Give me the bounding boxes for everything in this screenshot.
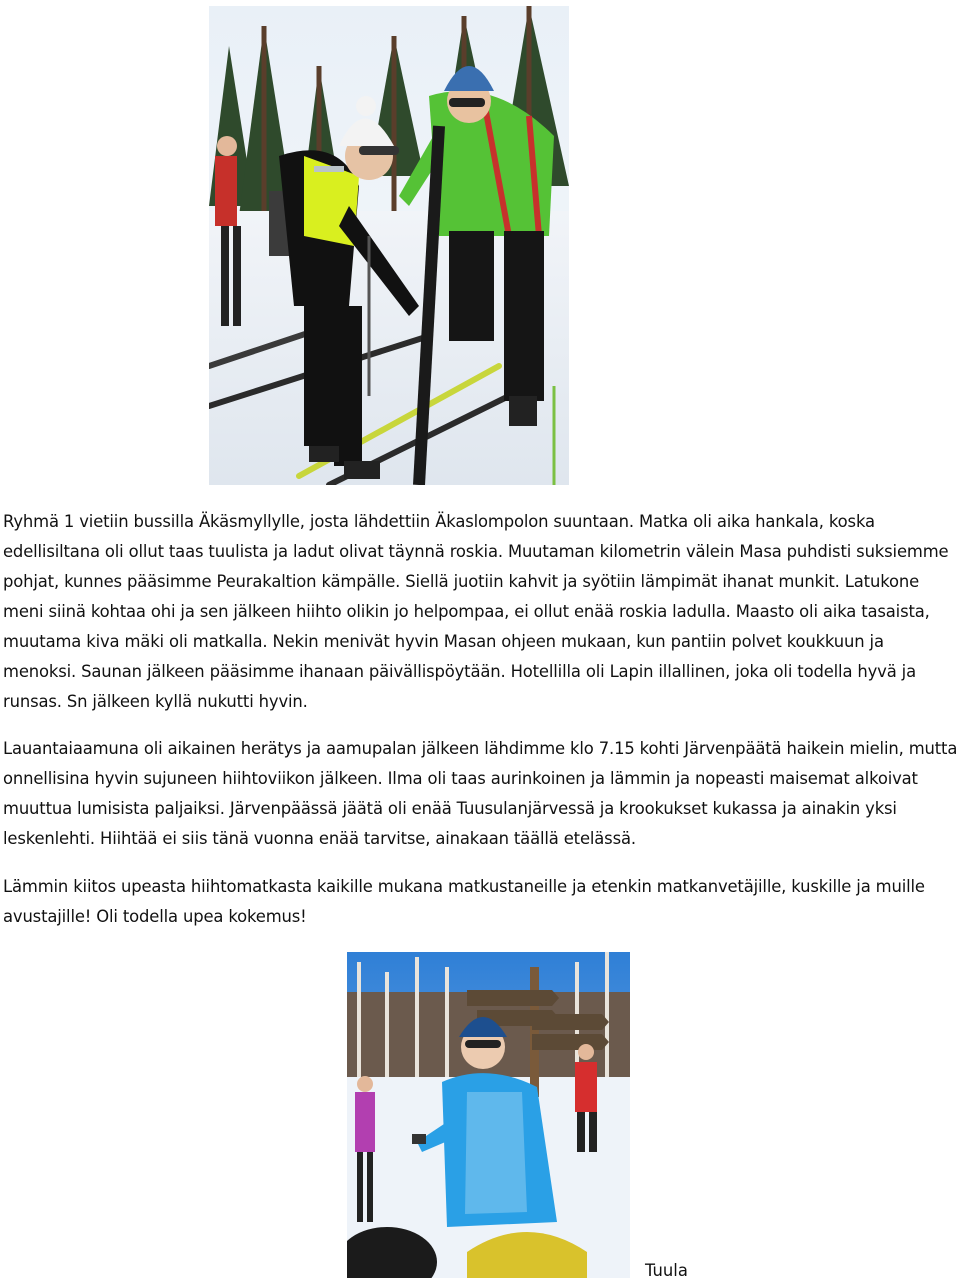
- paragraph-thanks: Lämmin kiitos upeasta hiihtomatkasta kaikille mukana matkustaneille ja etenkin matkanvetäjille, kuskille ja muille avustajille! Oli todella upea kokemus!: [3, 877, 925, 926]
- paragraph-return-trip: Lauantaiaamuna oli aikainen herätys ja aamupalan jälkeen lähdimme klo 7.15 kohti Järvenpäätä haikein mielin, mutta onnellisina hyvin sujuneen hiihtoviikon jälkeen. Ilma oli taas aurinkoinen ja lämmin ja nopeasti maisemat alkoivat muuttua lumisista paljaiksi. Järvenpäässä jäätä oli enää Tuusulanjärvessä ja krookukset kukassa ja ainakin yksi leskenlehti. Hiihtää ei siis tänä vuonna enää tarvitse, ainakaan täällä etelässä.: [3, 739, 958, 848]
- author-signature: Tuula: [645, 1261, 688, 1280]
- skiers-waxing-photo: [209, 6, 569, 485]
- skier-signpost-photo: [347, 952, 630, 1278]
- paragraph-day-report: Ryhmä 1 vietiin bussilla Äkäsmyllylle, josta lähdettiin Äkaslompolon suuntaan. Matka oli aika hankala, koska edellisiltana oli ollut taas tuulista ja ladut olivat täynnä roskia. Muutaman kilometrin välein Masa puhdisti suksiemme pohjat, kunnes pääsimme Peurakaltion kämpälle. Siellä juotiin kahvit ja syötiin lämpimät ihanat munkit. Latukone meni siinä kohtaa ohi ja sen jälkeen hiihto olikin jo helpompaa, ei ollut enää roskia ladulla. Maasto oli aika tasaista, muutama kiva mäki oli matkalla. Nekin menivät hyvin Masan ohjeen mukaan, kun pantiin polvet koukkuun ja menoksi. Saunan jälkeen pääsimme ihanaan päivällispöytään. Hotellilla oli Lapin illallinen, joka oli todella hyvä ja runsas. Sn jälkeen kyllä nukutti hyvin.: [3, 512, 949, 711]
